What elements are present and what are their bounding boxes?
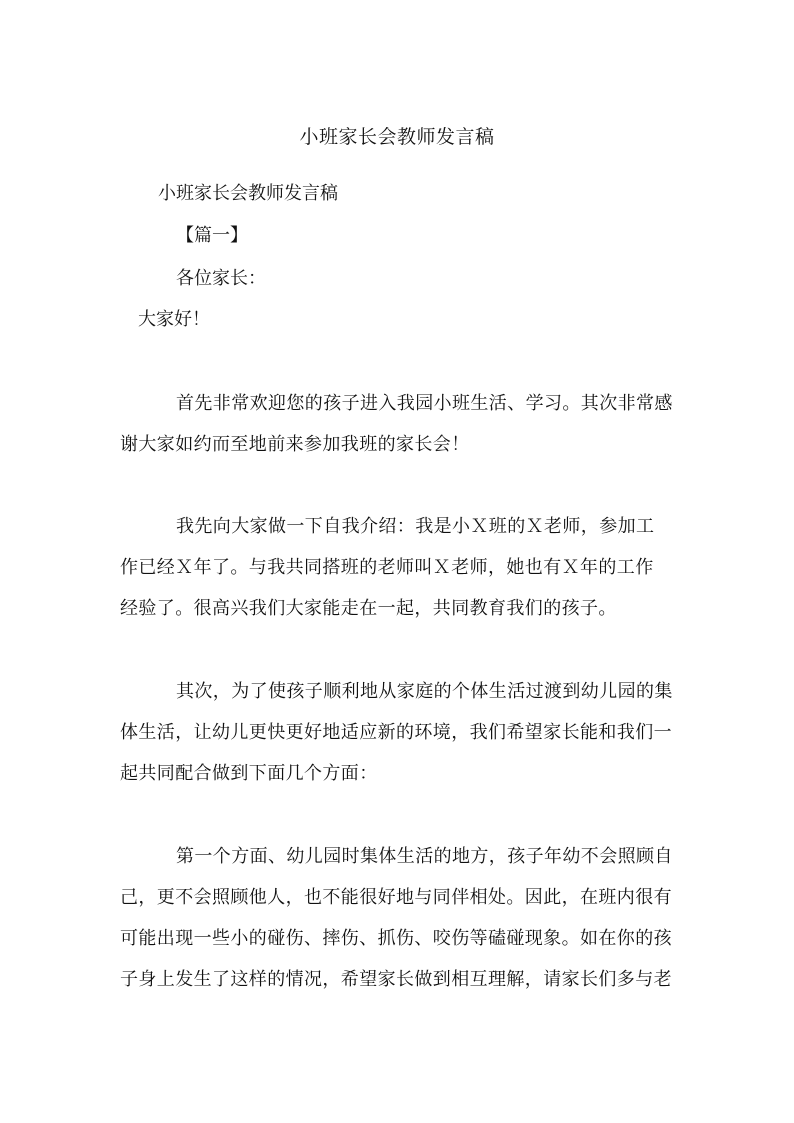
paragraph-3-line-2: 体生活，让幼儿更快更好地适应新的环境，我们希望家长能和我们一 <box>120 722 672 743</box>
document-title: 小班家长会教师发言稿 <box>299 126 495 148</box>
paragraph-4-line-3: 可能出现一些小的碰伤、摔伤、抓伤、咬伤等磕碰现象。如在你的孩 <box>120 928 672 949</box>
paragraph-2-line-1: 我先向大家做一下自我介绍：我是小Ｘ班的Ｘ老师，参加工 <box>176 516 655 537</box>
greeting: 大家好！ <box>138 309 210 330</box>
section-label: 【篇一】 <box>176 225 248 246</box>
paragraph-1-line-1: 首先非常欢迎您的孩子进入我园小班生活、学习。其次非常感 <box>176 393 673 414</box>
paragraph-4-line-2: 己，更不会照顾他人，也不能很好地与同伴相处。因此，在班内很有 <box>120 887 672 908</box>
paragraph-4-line-4: 子身上发生了这样的情况，希望家长做到相互理解，请家长们多与老 <box>120 969 672 990</box>
salutation: 各位家长： <box>176 268 266 289</box>
paragraph-3-line-1: 其次，为了使孩子顺利地从家庭的个体生活过渡到幼儿园的集 <box>176 681 673 702</box>
paragraph-2-line-2: 作已经Ｘ年了。与我共同搭班的老师叫Ｘ老师，她也有Ｘ年的工作 <box>120 557 654 578</box>
paragraph-2-line-3: 经验了。很高兴我们大家能走在一起，共同教育我们的孩子。 <box>120 598 617 619</box>
paragraph-3-line-3: 起共同配合做到下面几个方面： <box>120 763 378 784</box>
paragraph-1-line-2: 谢大家如约而至地前来参加我班的家长会！ <box>120 434 470 455</box>
paragraph-4-line-1: 第一个方面、幼儿园时集体生活的地方，孩子年幼不会照顾自 <box>176 846 673 867</box>
document-subtitle: 小班家长会教师发言稿 <box>158 183 338 204</box>
